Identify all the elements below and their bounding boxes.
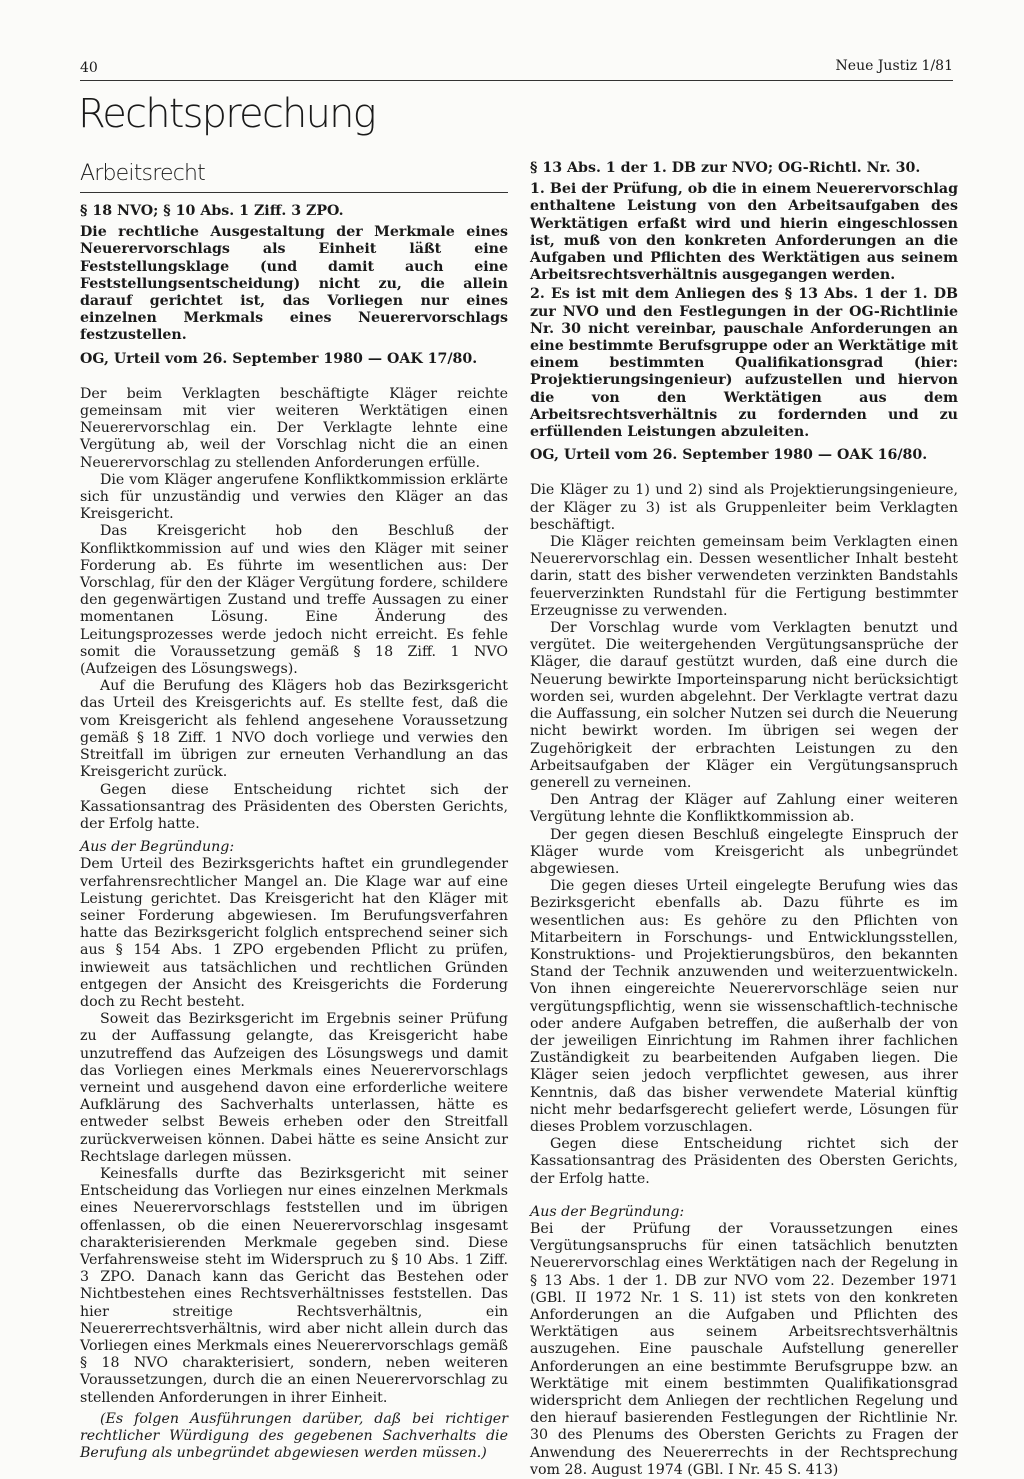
headnote: Die rechtliche Ausgestaltung der Merkmale eines Neuerervorschlags als Einheit läßt eine Feststellungsklage (und damit auch eine Feststellungsentscheidung) nicht zu, die allein darauf gerichtet ist, das Vorliegen nur eines einzelnen Merkmals eines Neuerervorschlags festzustellen. [80, 224, 508, 344]
body-paragraph: Die vom Kläger angerufene Konfliktkommission erklärte sich für unzuständig und verwies den Kläger an das Kreisgericht. [80, 471, 508, 523]
header-rule [80, 80, 953, 81]
body-paragraph: Der beim Verklagten beschäftigte Kläger reichte gemeinsam mit vier weiteren Werktätigen einen Neuerervorschlag ein. Der Verklagte lehnte eine Vergütung ab, weil der Vorschlag nicht die an einen Neuerervorschlag zu stellenden Anforderungen erfülle. [80, 385, 508, 471]
reasoning-heading: Aus der Begründung: [80, 839, 235, 856]
subsection-title: Arbeitsrecht [80, 160, 508, 193]
page-number: 40 [80, 60, 98, 76]
reasoning-paragraph: Soweit das Bezirksgericht im Ergebnis seiner Prüfung zu der Auffassung gelangte, das Kreisgericht habe unzutreffend das Aufzeigen des Lösungswegs und damit das Vorliegen eines Merkmals eines Neuerervorschlags verneint und ausgehend davon eine erforderliche weitere Aufklärung des Sachverhalts unterlassen, hätte es entweder selbst Beweis erheben oder den Streitfall zurückverweisen können. Dabei hätte es seine Ansicht zur Rechtslage darlegen müssen. [80, 1011, 508, 1165]
body-paragraph: Gegen diese Entscheidung richtet sich der Kassationsantrag des Präsidenten des Obersten Gerichts, der Erfolg hatte. [80, 781, 508, 832]
body-paragraph: Die gegen dieses Urteil eingelegte Berufung wies das Bezirksgericht ebenfalls ab. Dazu führte es im wesentlichen aus: Es gehöre zu den Pflichten von Mitarbeitern in Forschungs- und Entwicklungsstellen, Konstruktions- und Projektierungsbüros, den bekannten Stand der Technik anzuwenden und weiterzuentwickeln. Von ihnen eingereichte Neuerervorschläge seien nur vergütungspflichtig, wenn sie wissenschaftlich-technische oder andere Aufgaben betreffen, die außerhalb der von der jeweiligen Einrichtung im Rahmen ihrer fachlichen Zuständigkeit zu bearbeitenden Aufgaben liegen. Die Kläger seien jedoch verpflichtet gewesen, aus ihrer Kenntnis, daß das bisher verwendete Material künftig nicht mehr bedarfsgerecht geliefert werde, Lösungen für dieses Problem vorzuschlagen. [530, 878, 958, 1135]
headnote: 2. Es ist mit dem Anliegen des § 13 Abs. 1 der 1. DB zur NVO und den Festlegungen in der OG-Richtlinie Nr. 30 nicht vereinbar, pauschale Anforderungen an eine bestimmte Berufsgruppe oder an Werktätige mit einem bestimmten Qualifikationsgrad (hier: Projektierungsingenieur) aufzustellen und hiervon die von den Werktätigen aus dem Arbeitsrechtsverhältnis zu fordernden und zu erfüllenden Leistungen abzuleiten. [530, 286, 958, 441]
reasoning-paragraph: Keinesfalls durfte das Bezirksgericht mit seiner Entscheidung das Vorliegen nur eines einzelnen Merkmals eines Neuerervorschlags feststellen und im übrigen offenlassen, ob die einen Neuerervorschlag insgesamt charakterisierenden Merkmale gegeben sind. Diese Verfahrensweise steht im Widerspruch zu § 10 Abs. 1 Ziff. 3 ZPO. Danach kann das Gericht das Bestehen oder Nichtbestehen eines Rechtsverhältnisses feststellen. Das hier streitige Rechtsverhältnis, ein Neuererrechtsverhältnis, wird aber nicht allein durch das Vorliegen eines Merkmals eines Neuerervorschlags gemäß § 18 NVO charakterisiert, sondern, neben weiteren Voraussetzungen, durch die an einen Neuerervorschlag zu stellenden Anforderungen in ihrer Einheit. [80, 1165, 508, 1406]
body-paragraph: Der Vorschlag wurde vom Verklagten benutzt und vergütet. Die weitergehenden Vergütungsansprüche der Kläger, die darauf gestützt wurden, daß eine durch die Neuerung bewirkte Importeinsparung nicht berücksichtigt worden sei, wurden abgelehnt. Der Verklagte vertrat dazu die Auffassung, ein solcher Nutzen sei durch die Neuerung nicht bewirkt worden. Im übrigen sei wegen der Zugehörigkeit der erbrachten Leistungen zu den Arbeitsaufgaben der Kläger ein Vergütungsanspruch generell zu verneinen. [530, 620, 958, 791]
reasoning-paragraph: Dem Urteil des Bezirksgerichts haftet ein grundlegender verfahrensrechtlicher Mangel an. Die Klage war auf eine Leistung gerichtet. Das Kreisgericht hat den Kläger mit seiner Forderung abgewiesen. Im Berufungsverfahren hatte das Bezirksgericht folglich entsprechend seiner sich aus § 154 Abs. 1 ZPO ergebenden Pflicht zu prüfen, inwieweit aus tatsächlichen und rechtlichen Gründen entgegen der Ansicht des Kreisgerichts die Forderung doch zu Recht besteht. [80, 856, 508, 1010]
right-column [530, 160, 958, 1479]
section-title: Rechtsprechung [78, 91, 375, 137]
reasoning-heading: Aus der Begründung: [530, 1203, 685, 1220]
left-column [80, 160, 508, 1462]
body-paragraph: Auf die Berufung des Klägers hob das Bezirksgericht das Urteil des Kreisgerichts auf. Es stellte fest, daß die vom Kreisgericht als fehlend angesehene Voraussetzung gemäß § 18 Ziff. 1 NVO doch vorliege und verwies den Streitfall im übrigen zur erneuten Verhandlung an das Kreisgericht zurück. [80, 678, 508, 781]
headnote: 1. Bei der Prüfung, ob die in einem Neuerervorschlag enthaltene Leistung von den Arbeitsaufgaben des Werktätigen erfaßt wird und hierin eingeschlossen ist, muß von den konkreten Anforderungen an die Aufgaben und Pflichten des Werktätigen aus seinem Arbeitsrechtsverhältnis ausgegangen werden. [530, 181, 958, 284]
ruling-reference: OG, Urteil vom 26. September 1980 — OAK 16/80. [530, 447, 928, 464]
body-paragraph: Der gegen diesen Beschluß eingelegte Einspruch der Kläger wurde vom Kreisgericht als unbegründet abgewiesen. [530, 826, 958, 877]
editorial-note: (Es folgen Ausführungen darüber, daß bei richtiger rechtlicher Würdigung des gegebenen Sachverhalts die Berufung als unbegründet abgewiesen werden müssen.) [80, 1410, 508, 1462]
journal-issue: Neue Justiz 1/81 [835, 58, 953, 74]
body-paragraph: Das Kreisgericht hob den Beschluß der Konfliktkommission auf und wies den Kläger mit seiner Forderung ab. Es führte im wesentlichen aus: Der Vorschlag, für den der Kläger Vergütung fordere, schildere den gegenwärtigen Zustand und treffe Aussagen zu einer momentanen Lösung. Eine Änderung des Leitungsprozesses werde jedoch nicht erreicht. Es fehle somit die Voraussetzung gemäß § 18 Ziff. 1 NVO (Aufzeigen des Lösungswegs). [80, 523, 508, 678]
body-paragraph: Gegen diese Entscheidung richtet sich der Kassationsantrag des Präsidenten des Obersten Gerichts, der Erfolg hatte. [530, 1136, 958, 1187]
body-paragraph: Den Antrag der Kläger auf Zahlung einer weiteren Vergütung lehnte die Konfliktkommission ab. [530, 792, 958, 826]
case-citation: § 18 NVO; § 10 Abs. 1 Ziff. 3 ZPO. [80, 203, 344, 219]
ruling-reference: OG, Urteil vom 26. September 1980 — OAK 17/80. [80, 350, 478, 367]
case-citation: § 13 Abs. 1 der 1. DB zur NVO; OG-Richtl. Nr. 30. [530, 160, 921, 176]
body-paragraph: Die Kläger reichten gemeinsam beim Verklagten einen Neuerervorschlag ein. Dessen wesentlicher Inhalt besteht darin, statt des bisher verwendeten verzinkten Bandstahls feuerverzinkten Rundstahl für die Fertigung bestimmter Erzeugnisse zu verwenden. [530, 534, 958, 619]
body-paragraph: Die Kläger zu 1) und 2) sind als Projektierungsingenieure, der Kläger zu 3) ist als Gruppenleiter beim Verklagten beschäftigt. [530, 482, 958, 533]
reasoning-paragraph: Bei der Prüfung der Voraussetzungen eines Vergütungsanspruchs für einen tatsächlich benutzten Neuerervorschlag eines Werktätigen nach der Regelung in § 13 Abs. 1 der 1. DB zur NVO vom 22. Dezember 1971 (GBl. II 1972 Nr. 1 S. 11) ist stets von den konkreten Anforderungen an die Aufgaben und Pflichten des Werktätigen aus seinem Arbeitsrechtsverhältnis auszugehen. Eine pauschale Aufstellung genereller Anforderungen an eine bestimmte Berufsgruppe bzw. an Werktätige mit einem bestimmten Qualifikationsgrad widerspricht dem Anliegen der rechtlichen Regelung und den hierauf basierenden Festlegungen der Richtlinie Nr. 30 des Plenums des Obersten Gerichts zu Fragen der Anwendung des Neuererrechts in der Rechtsprechung vom 28. August 1974 (GBl. I Nr. 45 S. 413) [530, 1220, 958, 1478]
